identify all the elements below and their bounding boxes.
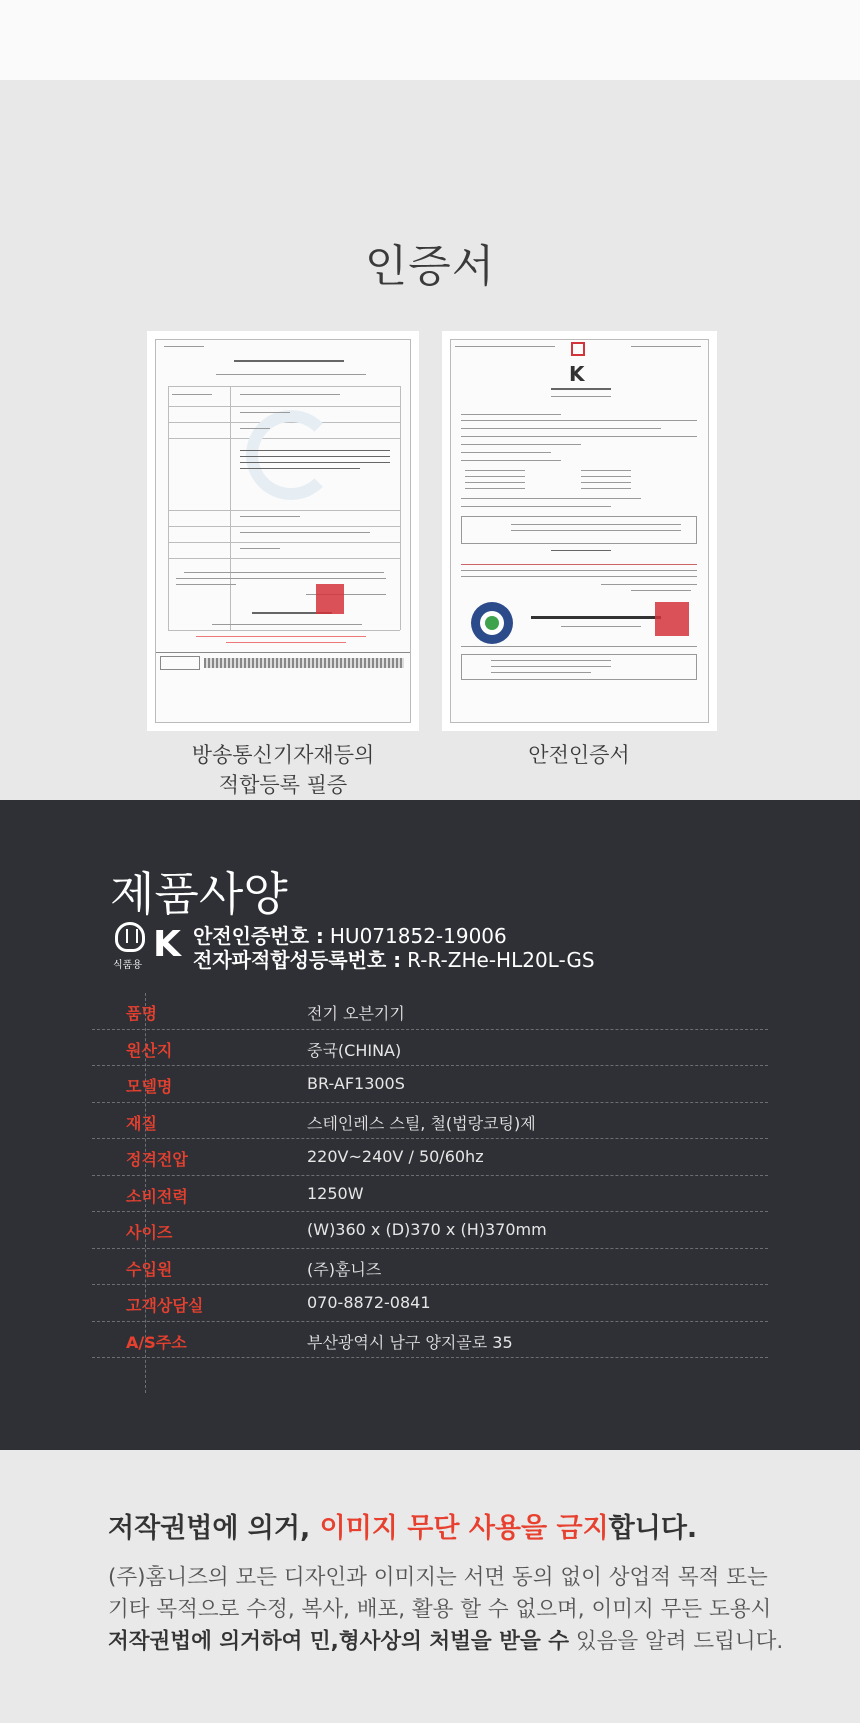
- food-grade-icon: [115, 922, 145, 952]
- spec-row: [92, 1030, 768, 1067]
- safety-cert-label: 안전인증번호 :: [193, 924, 324, 948]
- spec-row: [92, 1322, 768, 1359]
- emc-cert-label: 전자파적합성등록번호 :: [193, 948, 402, 972]
- spec-row: [92, 1066, 768, 1103]
- ctc-logo-icon: [471, 602, 513, 644]
- copyright-heading: [108, 1506, 697, 1545]
- spec-table: [92, 993, 768, 1358]
- certificates-section: [0, 80, 860, 800]
- copyright-line: [108, 1626, 788, 1658]
- radio-registration-caption: [133, 740, 433, 800]
- spec-label: 재질: [126, 1113, 157, 1133]
- copyright-line-rest: 있음을 알려 드립니다.: [568, 1629, 784, 1654]
- spec-value: 부산광역시 남구 양지골로 35: [307, 1332, 513, 1352]
- spec-value: 070-8872-0841: [307, 1293, 431, 1312]
- spec-label: 품명: [126, 1004, 157, 1023]
- spec-value: 220V~240V / 50/60hz: [307, 1147, 484, 1166]
- spec-title: 제품사양: [110, 867, 288, 921]
- spec-row: [92, 1103, 768, 1140]
- spec-value: 스테인레스 스틸, 철(법랑코팅)제: [307, 1113, 536, 1133]
- caption-line: 적합등록 필증: [218, 773, 348, 797]
- spec-row: [92, 993, 768, 1030]
- spec-row: [92, 1285, 768, 1322]
- safety-certificate-caption: 안전인증서: [528, 743, 630, 767]
- radio-registration-certificate-image: [147, 331, 419, 731]
- safety-cert-value: HU071852-19006: [329, 924, 507, 948]
- spec-row: [92, 1249, 768, 1286]
- copyright-body: [108, 1562, 788, 1658]
- spec-row: [92, 1176, 768, 1213]
- copyright-line-bold: 저작권법에 의거하여 민,형사상의 처벌을 받을 수: [108, 1629, 569, 1654]
- certificate-document: [155, 339, 411, 723]
- copyright-heading-suffix: 합니다.: [608, 1513, 698, 1544]
- kc-logo-icon: K: [569, 362, 585, 386]
- certification-numbers: [113, 922, 813, 972]
- spec-label: 고객상담실: [126, 1296, 204, 1315]
- copyright-line: 기타 목적으로 수정, 복사, 배포, 활용 할 수 없으며, 이미지 무든 도용시: [108, 1597, 772, 1622]
- spec-row: [92, 1139, 768, 1176]
- spec-value: 전기 오븐기기: [307, 1004, 405, 1023]
- certificates-title: 인증서: [364, 241, 496, 292]
- spec-value: BR-AF1300S: [307, 1074, 405, 1093]
- spec-label: 모델명: [126, 1077, 173, 1096]
- spec-row: [92, 1212, 768, 1249]
- emc-cert-number: [193, 948, 595, 972]
- copyright-section: [0, 1450, 860, 1723]
- spec-value: 1250W: [307, 1183, 364, 1203]
- spec-label: A/S주소: [126, 1332, 187, 1352]
- certificate-document: [450, 339, 709, 723]
- food-grade-mark: [113, 922, 153, 974]
- spec-label: 원산지: [126, 1040, 173, 1060]
- caption-line: 방송통신기자재등의: [191, 743, 375, 767]
- product-spec-section: [0, 800, 860, 1450]
- spec-label: 정격전압: [126, 1150, 188, 1169]
- safety-certificate-image: [442, 331, 717, 731]
- food-grade-label: 식품용: [113, 960, 142, 971]
- spec-label: 소비전력: [126, 1186, 188, 1206]
- copyright-heading-highlight: 이미지 무단 사용을 금지: [319, 1513, 609, 1544]
- copyright-line: (주)홈니즈의 모든 디자인과 이미지는 서면 동의 없이 상업적 목적 또는: [108, 1565, 768, 1590]
- kc-mark-icon: K: [153, 924, 181, 965]
- copyright-heading-prefix: 저작권법에 의거,: [108, 1513, 320, 1544]
- top-spacer: [0, 0, 860, 80]
- spec-label: 사이즈: [126, 1223, 173, 1242]
- spec-label: 수입원: [126, 1259, 173, 1279]
- safety-cert-number: [193, 924, 507, 948]
- emc-cert-value: R-R-ZHe-HL20L-GS: [407, 948, 595, 972]
- spec-value: (주)홈니즈: [307, 1259, 382, 1279]
- spec-value: 중국(CHINA): [307, 1040, 402, 1060]
- spec-value: (W)360 x (D)370 x (H)370mm: [307, 1220, 547, 1239]
